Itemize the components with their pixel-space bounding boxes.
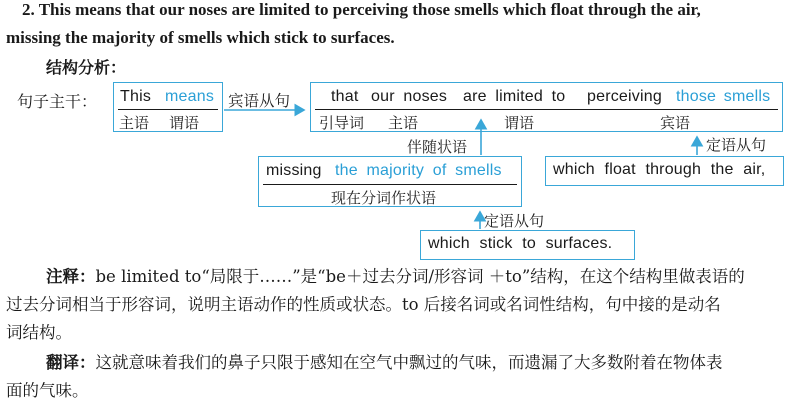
word-those-smells: those smells — [676, 88, 771, 105]
sentence-number: 2. — [22, 0, 35, 19]
role-connective: 引导词 — [319, 114, 365, 132]
attributive-label-1: 定语从句 — [706, 136, 767, 154]
role-participle: 现在分词作状语 — [331, 189, 437, 207]
sentence-line-2: missing the majority of smells which stick to surfaces. — [6, 28, 395, 47]
word-perceiving: perceiving — [587, 88, 662, 105]
note-label: 注释： — [46, 267, 96, 286]
object-clause-divider — [315, 109, 778, 110]
relative-clause-box-2 — [420, 230, 635, 260]
word-this: This — [120, 88, 152, 105]
role-subject: 主语 — [119, 114, 150, 132]
relative-clause-box-1 — [545, 156, 784, 186]
word-means: means — [165, 88, 215, 105]
word-stick-to-surfaces: which stick to surfaces. — [428, 235, 613, 252]
translation-text-1: 这就意味着我们的鼻子只限于感知在空气中飘过的气味，而遗漏了大多数附着在物体表 — [95, 353, 723, 372]
main-clause-divider — [118, 109, 218, 110]
role-subject-2: 主语 — [388, 114, 419, 132]
participle-box — [258, 156, 522, 207]
sentence-text-1: This means that our noses are limited to perceiving those smells which float through the air, — [38, 0, 701, 19]
translation-line-1 — [46, 350, 723, 376]
main-clause-label: 句子主干： — [17, 92, 98, 111]
word-that: that — [331, 88, 359, 105]
word-float-through-air: which float through the air, — [553, 161, 766, 178]
note-line-1 — [46, 264, 745, 290]
role-object: 宾语 — [660, 114, 691, 132]
analysis-heading: 结构分析： — [46, 58, 127, 77]
role-predicate: 谓语 — [169, 114, 200, 132]
attributive-label-2: 定语从句 — [484, 212, 545, 230]
translation-label: 翻译： — [46, 353, 96, 372]
word-our-noses: our noses — [371, 88, 448, 105]
role-predicate-2: 谓语 — [504, 114, 535, 132]
object-clause-label: 宾语从句 — [228, 92, 291, 110]
note-line-2: 过去分词相当于形容词，说明主语动作的性质或状态。to 后接名词或名词性结构，句中接的是动名 — [6, 295, 721, 314]
sentence-line-1 — [22, 0, 701, 20]
note-line-3: 词结构。 — [6, 323, 72, 342]
participle-divider — [263, 184, 517, 185]
word-missing: missing — [266, 162, 322, 179]
adverbial-label: 伴随状语 — [407, 138, 468, 156]
word-are-limited-to: are limited to — [463, 88, 566, 105]
object-clause-box — [310, 82, 783, 132]
translation-line-2: 面的气味。 — [6, 381, 89, 400]
note-text-1: be limited to“局限于……”是“be＋过去分词/形容词 ＋to”结构，在这个结构里做表语的 — [95, 267, 745, 286]
word-majority-of-smells: the majority of smells — [335, 162, 502, 179]
main-clause-box — [113, 82, 223, 132]
